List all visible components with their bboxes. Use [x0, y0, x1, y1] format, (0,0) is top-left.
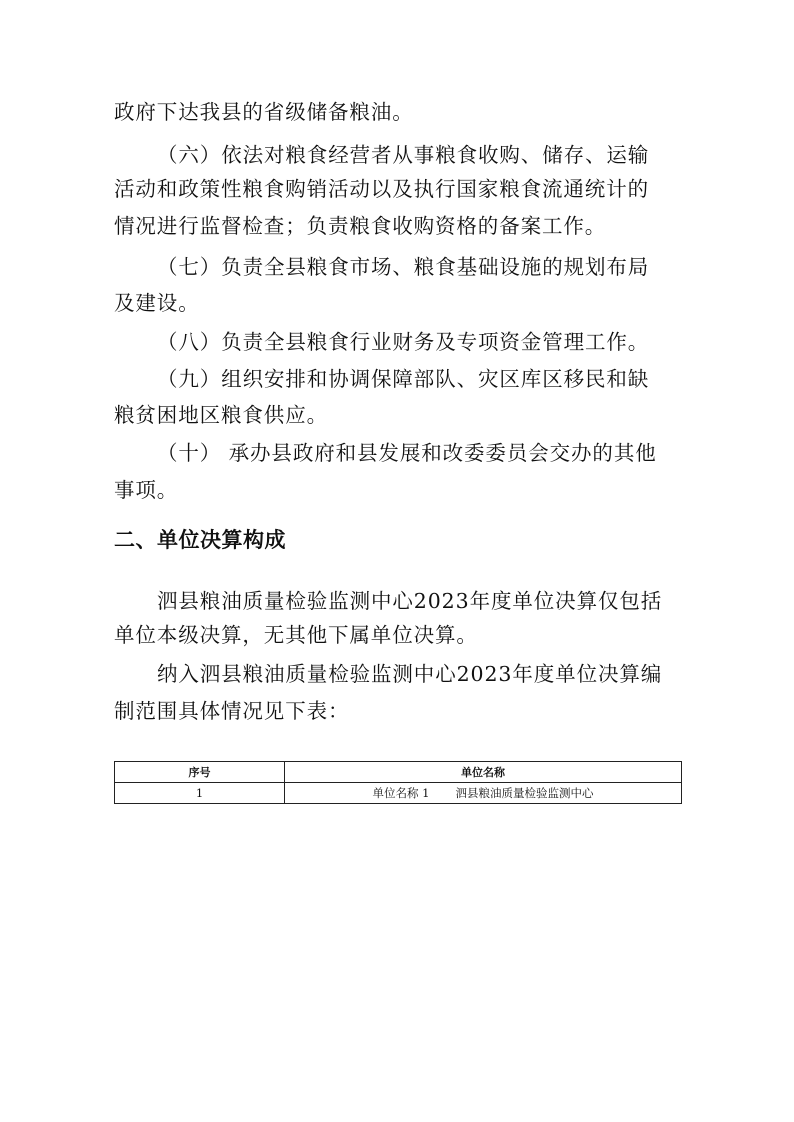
- paragraph-line: （九）组织安排和协调保障部队、灾区库区移民和缺: [157, 367, 650, 391]
- unit-table: [114, 761, 682, 804]
- column-header-unit-name: 单位名称: [285, 762, 682, 783]
- paragraph-line: 制范围具体情况见下表：: [114, 699, 350, 723]
- unit-name-value: 泗县粮油质量检验监测中心: [455, 786, 594, 800]
- section-heading: 二、单位决算构成: [114, 528, 286, 552]
- unit-name-cell: [285, 783, 682, 804]
- paragraph-line: （六）依法对粮食经营者从事粮食收购、储存、运输: [157, 143, 650, 167]
- table-header-row: [115, 762, 682, 783]
- paragraph-line: 事项。: [114, 478, 179, 502]
- paragraph-line: 泗县粮油质量检验监测中心2023年度单位决算仅包括: [157, 589, 663, 613]
- paragraph-line: 政府下达我县的省级储备粮油。: [114, 100, 414, 124]
- paragraph-line: （八）负责全县粮食行业财务及专项资金管理工作。: [157, 330, 650, 354]
- paragraph-line: （七）负责全县粮食市场、粮食基础设施的规划布局: [157, 255, 650, 279]
- paragraph-line: 情况进行监督检查；负责粮食收购资格的备案工作。: [114, 214, 607, 238]
- paragraph-line: 单位本级决算，无其他下属单位决算。: [114, 623, 478, 647]
- paragraph-line: 纳入泗县粮油质量检验监测中心2023年度单位决算编: [157, 662, 663, 686]
- paragraph-line: 粮贫困地区粮食供应。: [114, 403, 328, 427]
- table-row: [115, 783, 682, 804]
- column-header-index: 序号: [115, 762, 285, 783]
- paragraph-line: （十） 承办县政府和县发展和改委委员会交办的其他: [157, 441, 657, 465]
- paragraph-line: 及建设。: [114, 291, 200, 315]
- paragraph-line: 活动和政策性粮食购销活动以及执行国家粮食流通统计的: [114, 177, 649, 201]
- row-index-cell: 1: [115, 783, 285, 804]
- unit-name-label: 单位名称 1: [372, 786, 430, 800]
